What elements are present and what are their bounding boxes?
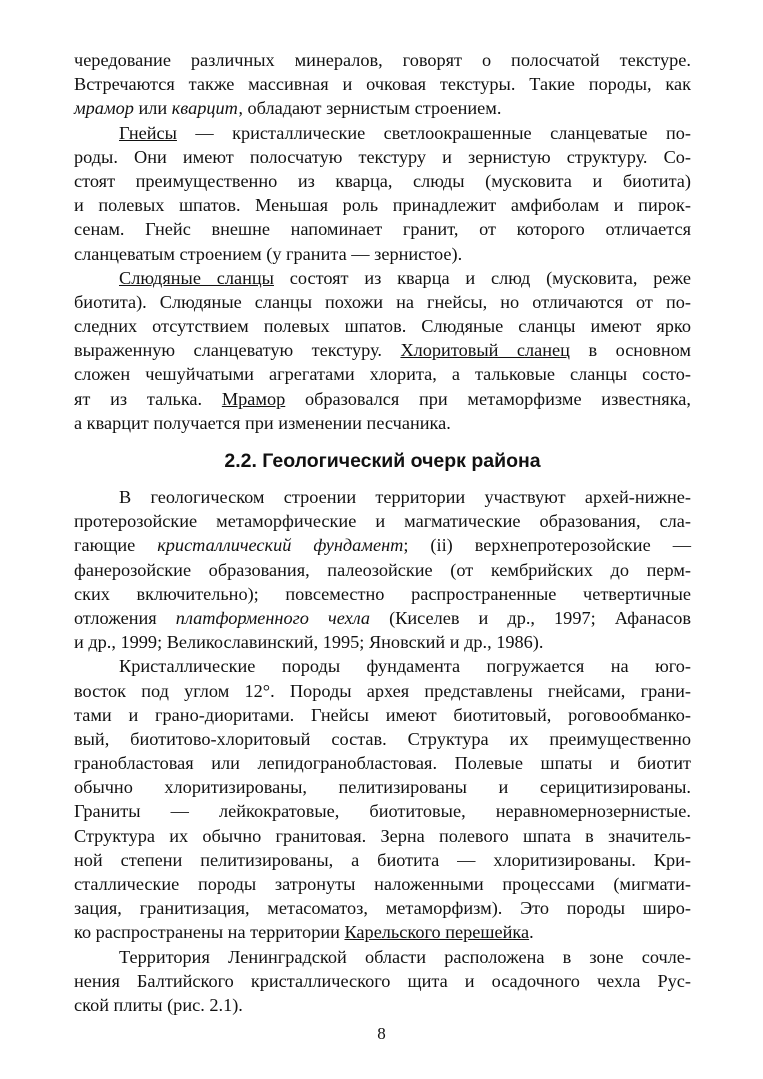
text-line [74, 121, 691, 145]
text-line [74, 533, 691, 557]
text-fragment: обладают зернистым строением. [242, 98, 502, 119]
text-line: обычно хлоритизированы, пелитизированы и серицитизированы. [74, 777, 691, 798]
paragraph-schist [74, 266, 691, 435]
text-line: и полевых шпатов. Меньшая роль принадлежит амфиболам и пирок- [74, 195, 691, 216]
text-line: ской плиты (рис. 2.1). [74, 994, 243, 1015]
text-fragment: — кристаллические светлоокрашенные сланцеватые по- [176, 122, 691, 143]
text-line: тами и грано-диоритами. Гнейсы имеют биотитовый, роговообманко- [74, 704, 691, 725]
text-line: ной степени пелитизированы, а биотита — хлоритизированы. Кри- [74, 849, 691, 870]
text-fragment: гающие [74, 535, 158, 556]
text-line: В геологическом строении территории участвуют архей-нижне- [119, 487, 691, 507]
text-line: следних отсутствием полевых шпатов. Слюдяные сланцы имеют ярко [74, 316, 691, 337]
text-line: а кварцит получается при изменении песчаника. [74, 412, 451, 433]
text-fragment: ят из талька. [74, 388, 222, 409]
text-line: зация, гранитизация, метасоматоз, метаморфизм). Это породы широ- [74, 898, 691, 919]
text-line: сенам. Гнейс внешне напоминает гранит, от которого отличается [74, 219, 691, 240]
text-line: восток под углом 12°. Породы архея представлены гнейсами, грани- [74, 680, 691, 701]
text-line: Встречаются также массивная и очковая текстуры. Такие породы, как [74, 74, 691, 95]
page-number: 8 [377, 1024, 386, 1043]
text-line [74, 96, 691, 120]
text-line [74, 266, 691, 290]
text-fragment: образовался при метаморфизме известняка, [285, 388, 691, 409]
section-heading: 2.2. Геологический очерк района [224, 450, 541, 472]
paragraph-basement [74, 654, 691, 944]
term-chlorite-schist: Хлоритовый сланец [400, 340, 570, 361]
text-line [74, 606, 691, 630]
text-line: вый, биотитово-хлоритовый состав. Структура их преимущественно [74, 728, 691, 749]
text-line: протерозойские метаморфические и магматические образования, сла- [74, 511, 691, 532]
paragraph-gneiss [74, 121, 691, 266]
paragraph-structure [74, 485, 691, 654]
page-body [74, 48, 691, 1017]
text-fragment: отложения [74, 607, 176, 628]
text-fragment: выраженную сланцеватую текстуру. [74, 340, 401, 361]
text-fragment: . [529, 922, 534, 943]
text-line [74, 387, 691, 411]
term-marble: Мрамор [221, 388, 286, 409]
text-line: чередование различных минералов, говорят о полосчатой текстуре. [74, 50, 691, 70]
text-line: сланцеватым строением (у гранита — зернистое). [74, 243, 463, 264]
paragraph-texture [74, 48, 691, 121]
term-quartzite-italic: кварцит, [171, 98, 243, 119]
text-fragment: ко распространены на территории [74, 922, 345, 943]
text-line: и др., 1999; Великославинский, 1995; Яновский и др., 1986). [74, 632, 544, 653]
text-line: биотита). Слюдяные сланцы похожи на гнейсы, но отличаются от по- [74, 291, 691, 312]
paragraph-region [74, 945, 691, 1018]
text-line: Граниты — лейкократовые, биотитовые, неравномернозернистые. [74, 801, 691, 822]
text-fragment: (Киселев и др., 1997; Афанасов [370, 607, 692, 628]
term-mica-schist: Слюдяные сланцы [119, 267, 274, 288]
text-line: сложен чешуйчатыми агрегатами хлорита, а тальковые сланцы состо- [74, 364, 691, 385]
term-marble-italic: мрамор [74, 98, 134, 119]
text-line: нения Балтийского кристаллического щита и осадочного чехла Рус- [74, 970, 691, 991]
term-karelian-isthmus: Карельского перешейка [344, 922, 530, 943]
term-platform-cover: платформенного чехла [175, 607, 371, 628]
text-line: ских включительно); повсеместно распространенные четвертичные [74, 583, 691, 604]
text-line: сталлические породы затронуты наложенными процессами (мигмати- [74, 874, 691, 894]
term-gneiss: Гнейсы [119, 122, 177, 143]
text-line: стоят преимущественно из кварца, слюды (мусковита и биотита) [74, 170, 691, 191]
text-fragment: в основном [569, 340, 692, 361]
text-fragment: или [133, 98, 172, 119]
text-line: роды. Они имеют полосчатую текстуру и зернистую структуру. Со- [74, 146, 691, 167]
text-fragment: ; (ii) верхнепротерозойские — [403, 535, 691, 556]
text-line: Территория Ленинградской области расположена в зоне сочле- [119, 946, 691, 967]
text-line: Кристаллические породы фундамента погружается на юго- [119, 656, 691, 677]
text-line [74, 338, 691, 362]
text-line [74, 920, 691, 944]
text-line: Структура их обычно гранитовая. Зерна полевого шпата в значитель- [74, 825, 691, 846]
text-line: фанерозойские образования, палеозойские (от кембрийских до перм- [74, 559, 691, 580]
text-fragment: состоят из кварца и слюд (мусковита, реже [273, 267, 691, 288]
term-crystalline-basement: кристаллический фундамент [157, 535, 404, 556]
text-line: гранобластовая или лепидогранобластовая. Полевые шпаты и биотит [74, 753, 691, 774]
